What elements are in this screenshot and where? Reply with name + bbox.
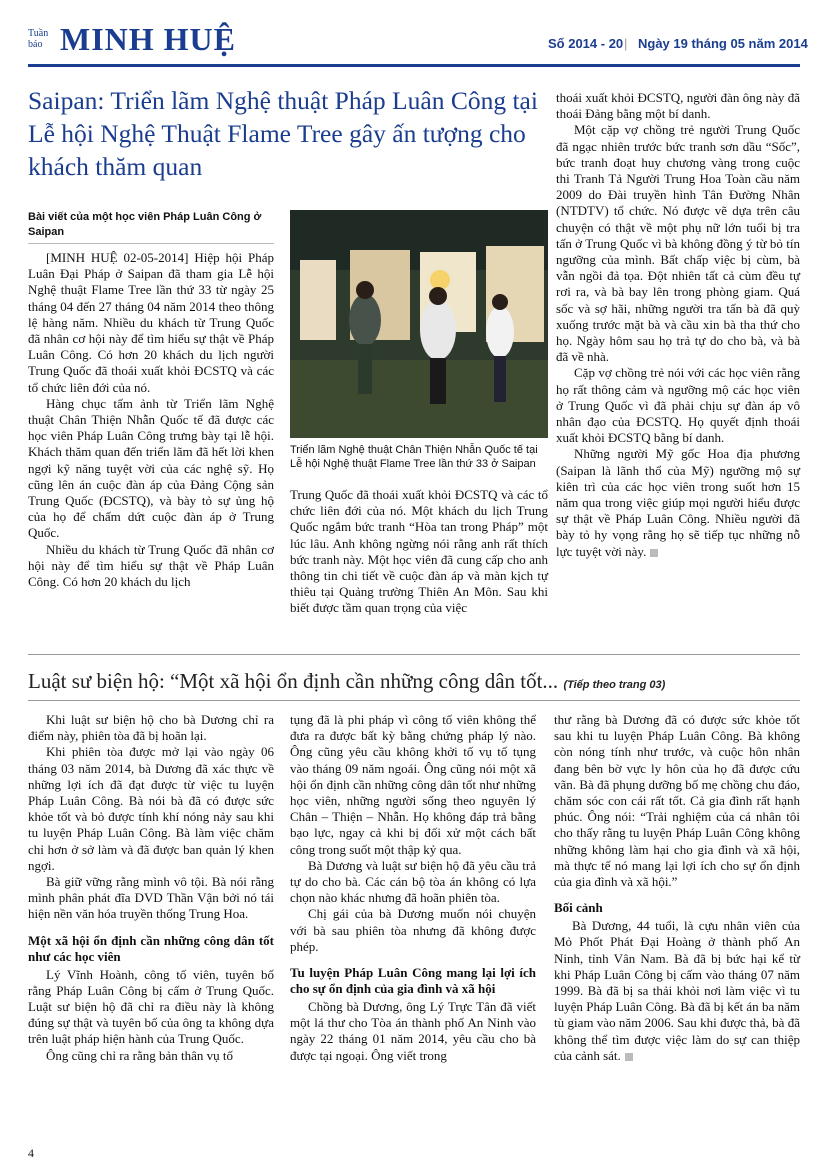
article1-column-1 xyxy=(28,250,274,590)
paragraph: Lý Vĩnh Hoành, công tố viên, tuyên bố rằng Pháp Luân Công bị cấm ở Trung Quốc. Luật sư biện hộ đã chỉ ra điều này là không đúng sự thật và tuyên bố của ông ta không dựa trên luật pháp hiện hành của Trung Quốc. xyxy=(28,966,274,1047)
article-divider xyxy=(28,654,800,655)
masthead-prefix-line1: Tuần xyxy=(28,28,49,39)
paragraph: tụng đã là phi pháp vì công tố viên không thể đưa ra được bất kỳ bằng chứng pháp lý nào. Ông cũng yêu cầu không khởi tố vụ tố tụng vào tháng 09 năm ngoái. Ông cũng nói một xã hội ổn định cần những công dân tốt như những học viên, những người sống theo nguyên lý Chân – Thiện – Nhẫn. Họ không đáp trả bằng bạo lực, ngay cả khi bị đối xử một cách bất công trong suốt một thập kỷ qua. xyxy=(290,712,536,857)
article1-column-3 xyxy=(556,90,800,560)
exhibition-photo xyxy=(290,210,548,438)
masthead-title: MINH HUỆ xyxy=(60,21,236,57)
masthead-separator: | xyxy=(624,36,628,51)
masthead-divider xyxy=(28,64,800,67)
paragraph: thư rằng bà Dương đã có được sức khỏe tốt sau khi tu luyện Pháp Luân Công. Bà không còn nóng tính như trước, và cuộc hôn nhân đang bên bờ vực ly hôn của họ đã được cứu vãn. Bà đã phụng dưỡng bố mẹ chồng chu đáo, chăm sóc con cái rất tốt. Cả gia đình rất hạnh phúc. Ông nói: “Trải nghiệm của cá nhân tôi cho thấy rằng tu luyện Pháp Luân Công không những không làm hại cho gia đình và xã hội, mà thực tế nó mang lại lợi ích cho sự ổn định của gia đình và xã hội.” xyxy=(554,712,800,890)
masthead-prefix xyxy=(28,28,48,50)
article2-headline xyxy=(28,668,800,698)
paragraph: Khi phiên tòa được mở lại vào ngày 06 tháng 03 năm 2014, bà Dương đã xác thực về những lợi ích đã đạt được từ việc tu luyện Pháp Luân Công. Bà nói bà đã có được sức khỏe tốt và bỏ được tính khí nóng nảy sau khi tu luyện Pháp Luân Công. Bà làm việc chăm chỉ hơn ở sở làm và đã được ban quản lý khen ngợi. xyxy=(28,744,274,873)
end-mark xyxy=(625,1053,633,1061)
paragraph-text: Những người Mỹ gốc Hoa địa phương (Saipan là lãnh thổ của Mỹ) ngưỡng mộ sự kiên trì của các học viên trong suốt hơn 15 năm qua trong việc giúp mọi người hiểu được sự thật về Pháp Luân Công. Nhiều người đã bày tỏ hy vọng rằng họ sẽ tiếp tục những nỗ lực tuyệt vời này. xyxy=(556,446,800,559)
paragraph: Bà Dương và luật sư biện hộ đã yêu cầu trả tự do cho bà. Các cán bộ tòa án không có lựa chọn nào khác nhưng đã hoãn phiên tòa. xyxy=(290,857,536,906)
paragraph-text: Bà Dương, 44 tuổi, là cựu nhân viên của Mỏ Phốt Phát Đại Hoàng ở thành phố An Ninh, tỉnh Vân Nam. Bà đã bị bức hại kể từ khi Pháp Luân Công bị cấm vào tháng 07 năm 1999. Bà đã bị sa thải khỏi nơi làm việc vì tu luyện Pháp Luân Công. Bà đã bị kết án ba năm tù giam vào năm 2006. Sau khi được thả, bà đã không thể tìm được việc làm do sự can thiệp của cảnh sát. xyxy=(554,918,800,1063)
byline-divider xyxy=(28,243,274,244)
paragraph: Chị gái của bà Dương muốn nói chuyện với bà sau phiên tòa nhưng đã không được phép. xyxy=(290,906,536,954)
section-heading: Bối cảnh xyxy=(554,900,603,916)
paragraph: Chồng bà Dương, ông Lý Trực Tân đã viết một lá thư cho Tòa án thành phố An Ninh vào ngày 22 tháng 01 năm 2014, yêu cầu cho bà được tại ngoại. Ông viết trong xyxy=(290,999,536,1063)
paragraph: Ông cũng chỉ ra rằng bản thân vụ tố xyxy=(46,1047,234,1063)
masthead-prefix-line2: báo xyxy=(28,39,43,50)
paragraph: Một cặp vợ chồng trẻ người Trung Quốc đã ngạc nhiên trước bức tranh sơn dầu “Sốc”, bức tranh đoạt huy chương vàng trong cuộc thi Tranh Tả Người Trung Hoa Toàn cầu năm 2009 do Đài truyền hình Tân Đường Nhân (NTDTV) tổ chức. Nó được vẽ dựa trên câu chuyện có thật về một phụ nữ lớn tuổi bị tra tấn ở Trung Quốc vì bà không đồng ý từ bỏ tín ngưỡng của mình. Bất chấp việc bị cùm, bà vẫn ngồi đả tọa. Đột nhiên tất cả cùm đều tự rơi ra, và bà bay lên trong phòng giam. Quá sốc và sợ hãi, những người tra tấn bà đã quỳ xuống trước mặt bà và cầu xin bà tha thứ cho họ. Ngày hôm sau họ trả tự do cho bà, và bà đã về nhà. xyxy=(556,122,800,365)
paragraph: Hàng chục tấm ảnh từ Triển lãm Nghệ thuật Chân Thiện Nhẫn Quốc tế đã được các học viên Pháp Luân Công trưng bày tại lễ hội. Khách thăm quan đến triển lãm đã hết lời khen ngợi kỹ năng tuyệt vời của các nghệ sỹ. Họ cũng lên án cuộc đàn áp của Đảng Cộng sản Trung Quốc (ĐCSTQ), và bày tỏ sự ủng hộ của họ để chấm dứt cuộc đàn áp ở Trung Quốc. xyxy=(28,395,274,541)
article1-byline: Bài viết của một học viên Pháp Luân Công ở Saipan xyxy=(28,211,262,238)
photo-caption: Triển lãm Nghệ thuật Chân Thiện Nhẫn Quốc tế tại Lễ hội Nghệ thuật Flame Tree lần thứ 33 ở Saipan xyxy=(290,444,538,470)
article2-column-1 xyxy=(28,712,274,1064)
article1-headline: Saipan: Triển lãm Nghệ thuật Pháp Luân Công tại Lễ hội Nghệ Thuật Flame Tree gây ấn tượng cho khách thăm quan xyxy=(28,86,538,181)
end-mark xyxy=(650,549,658,557)
paragraph: [MINH HUỆ 02-05-2014] Hiệp hội Pháp Luân Đại Pháp ở Saipan đã tham gia Lễ hội Nghệ thuật Flame Tree lần thứ 33 từ ngày 25 tháng 04 đến 27 tháng 04 năm 2014 theo thông lệ hàng năm. Nhiều du khách từ Trung Quốc đã nhân cơ hội này để tìm hiểu sự thật về Pháp Luân Công. Có hơn 20 khách du lịch người Trung Quốc đã thoái xuất khỏi ĐCSTQ và các tổ chức liên đới của nó. xyxy=(28,250,274,395)
paragraph: Bà giữ vững rằng mình vô tội. Bà nói rằng mình phân phát đĩa DVD Thần Vận bởi nó tái hiện nền văn hóa truyền thống Trung Hoa. xyxy=(28,874,274,922)
paragraph xyxy=(554,918,800,1064)
paragraph: Nhiều du khách từ Trung Quốc đã nhân cơ hội này để tìm hiểu sự thật về Pháp Luân Công. Có hơn 20 khách du lịch xyxy=(28,541,274,590)
section-heading: Tu luyện Pháp Luân Công mang lại lợi ích cho sự ổn định của gia đình và xã hội xyxy=(290,965,536,997)
paragraph: Khi luật sư biện hộ cho bà Dương chỉ ra điểm này, phiên tòa đã bị hoãn lại. xyxy=(28,712,274,744)
paragraph: Cặp vợ chồng trẻ nói với các học viên rằng họ rất thông cảm và ngưỡng mộ các học viên ở Trung Quốc vì đã phải chịu sự đàn áp vô nhân đạo của ĐCSTQ. Họ quyết định thoái xuất khỏi ĐCSTQ bằng bí danh. xyxy=(556,365,800,446)
paragraph: Trung Quốc đã thoái xuất khỏi ĐCSTQ và các tổ chức liên đới của nó. Một khách du lịch Trung Quốc ngắm bức tranh “Hòa tan trong Pháp” một lúc lâu. Anh không ngừng nói rằng anh rất thích bức tranh này. Một học viên đã cung cấp cho anh thông tin chi tiết về cuộc đàn áp và màn kịch tự thiêu tại Quảng trường Thiên An Môn. Sau khi biết được tầm quan trọng của việc xyxy=(290,487,548,616)
paragraph: thoái xuất khỏi ĐCSTQ, người đàn ông này đã thoái Đảng bằng một bí danh. xyxy=(556,90,800,122)
article2-title: Luật sư biện hộ: “Một xã hội ổn định cần những công dân tốt... xyxy=(28,669,559,693)
article2-column-3 xyxy=(554,712,800,1064)
section-heading: Một xã hội ổn định cần những công dân tốt như các học viên xyxy=(28,932,274,964)
issue-date: Ngày 19 tháng 05 năm 2014 xyxy=(638,36,808,51)
issue-number: Số 2014 - 20 xyxy=(548,36,624,51)
continued-from-note: (Tiếp theo trang 03) xyxy=(563,679,666,691)
article1-column-2 xyxy=(290,487,548,617)
article2-column-2 xyxy=(290,712,536,1064)
page-number: 4 xyxy=(28,1146,34,1160)
article2-divider xyxy=(28,700,800,701)
paragraph xyxy=(556,446,800,559)
